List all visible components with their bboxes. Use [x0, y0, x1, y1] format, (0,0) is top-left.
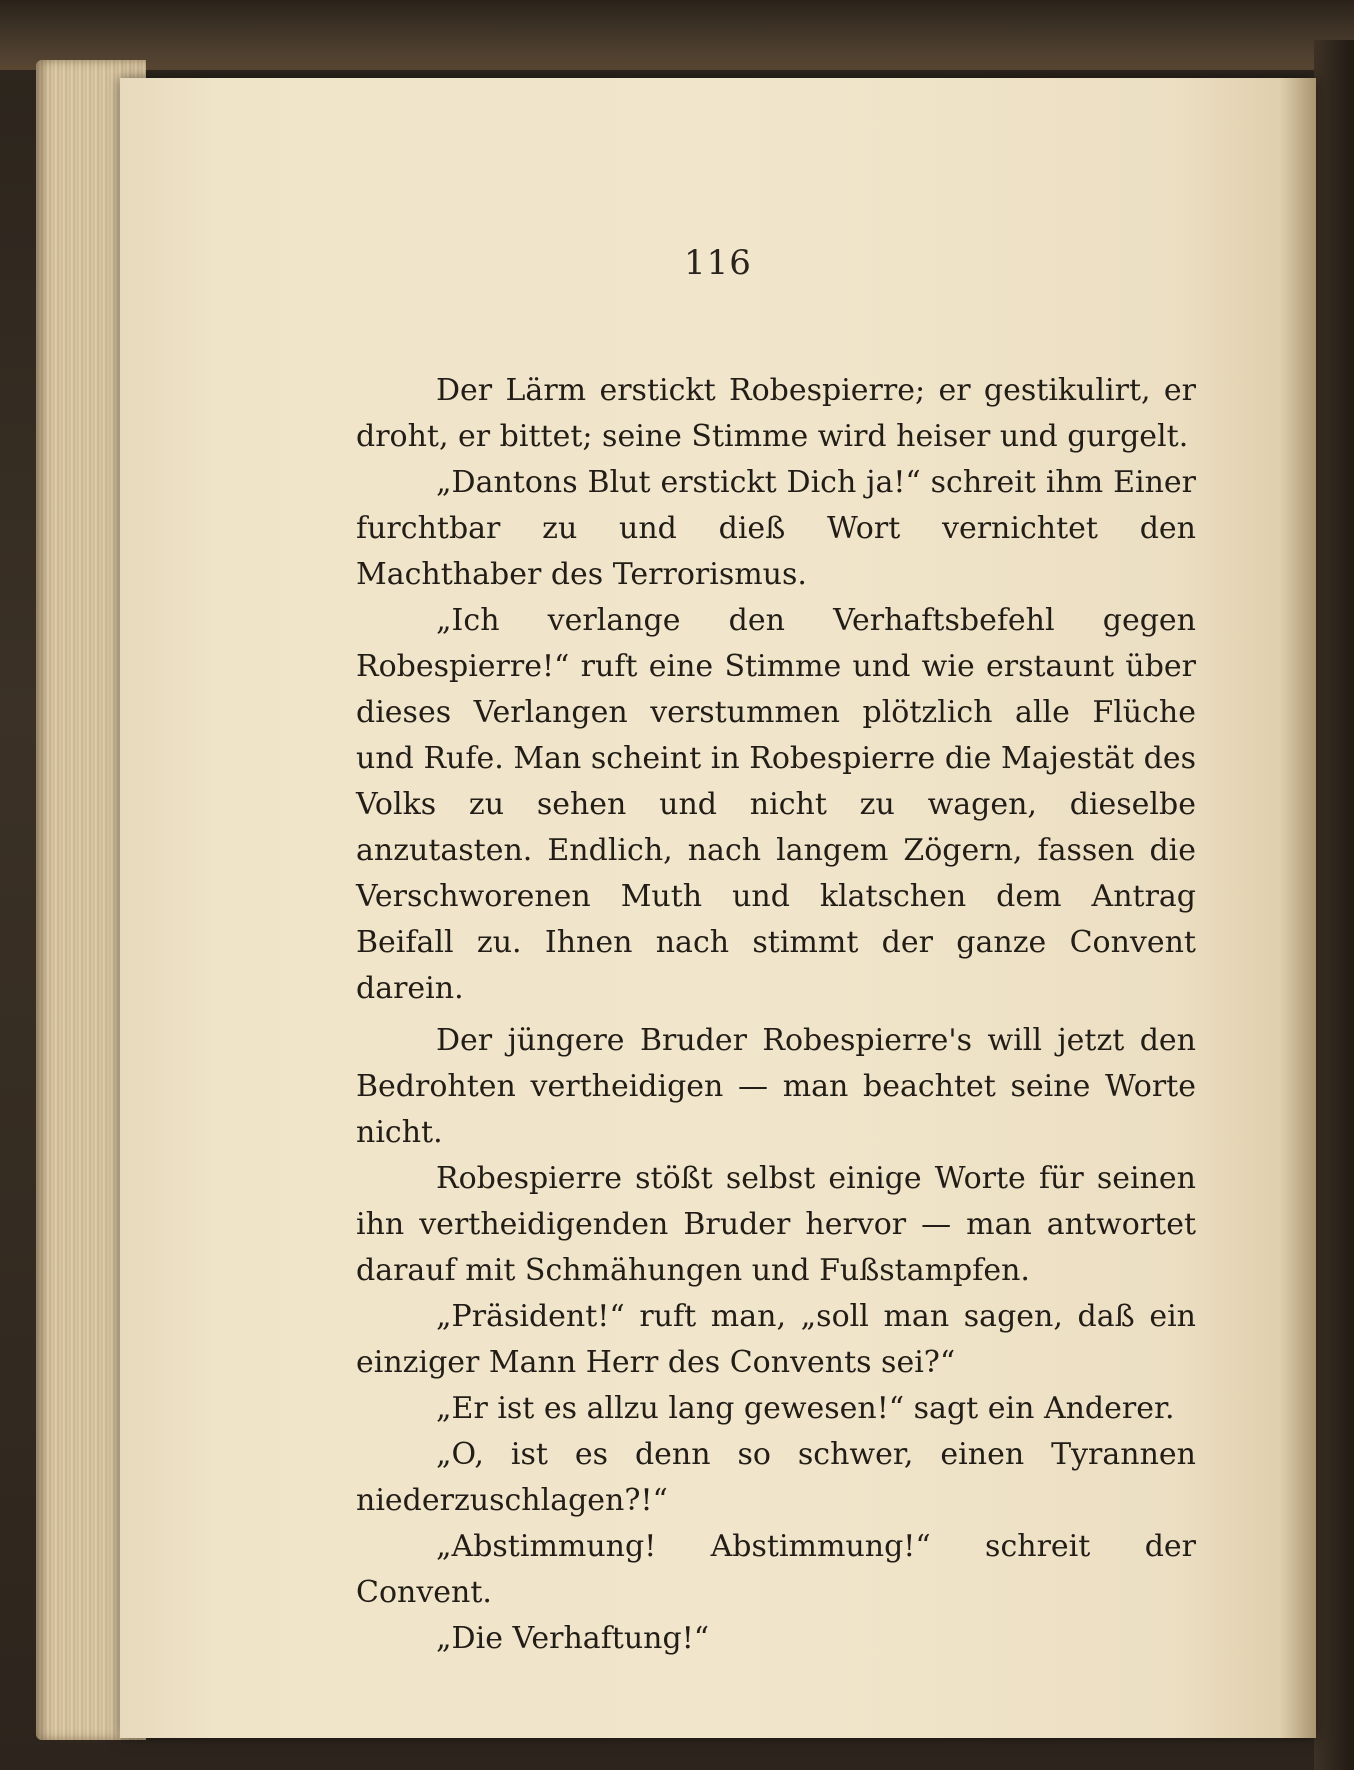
paragraph: „Abstimmung! Abstimmung!“ schreit der Convent.	[356, 1529, 1196, 1610]
page-number: 116	[684, 243, 752, 283]
book-cover-top	[0, 0, 1354, 70]
body-text	[356, 368, 1196, 1662]
paragraph: Der Lärm erstickt Robespierre; er gestikulirt, er droht, er bittet; seine Stimme wird heiser und gurgelt.	[356, 373, 1196, 454]
gutter-shadow	[1280, 78, 1316, 1738]
paragraph: „O, ist es denn so schwer, einen Tyrannen niederzuschlagen?!“	[356, 1437, 1196, 1518]
paragraph: Der jüngere Bruder Robespierre's will jetzt den Bedrohten vertheidigen — man beachtet seine Worte nicht.	[356, 1023, 1196, 1150]
paragraph: „Die Verhaftung!“	[436, 1621, 710, 1656]
paragraph: „Er ist es allzu lang gewesen!“ sagt ein Anderer.	[436, 1391, 1175, 1426]
book-page	[120, 78, 1316, 1738]
paragraph: „Dantons Blut erstickt Dich ja!“ schreit ihm Einer furchtbar zu und dieß Wort vernichtet den Machthaber des Terrorismus.	[356, 465, 1196, 592]
paragraph: Robespierre stößt selbst einige Worte für seinen ihn vertheidigenden Bruder hervor — man antwortet darauf mit Schmähungen und Fußstampfen.	[356, 1161, 1196, 1288]
paragraph: „Ich verlange den Verhaftsbefehl gegen Robespierre!“ ruft eine Stimme und wie erstaunt über dieses Verlangen verstummen plötzlich alle Flüche und Rufe. Man scheint in Robespierre die Majestät des Volks zu sehen und nicht zu wagen, dieselbe anzutasten. Endlich, nach langem Zögern, fassen die Verschworenen Muth und klatschen dem Antrag Beifall zu. Ihnen nach stimmt der ganze Convent darein.	[356, 603, 1196, 1006]
book-cover-right	[1314, 40, 1354, 1770]
paragraph: „Präsident!“ ruft man, „soll man sagen, daß ein einziger Mann Herr des Convents sei?“	[356, 1299, 1196, 1380]
